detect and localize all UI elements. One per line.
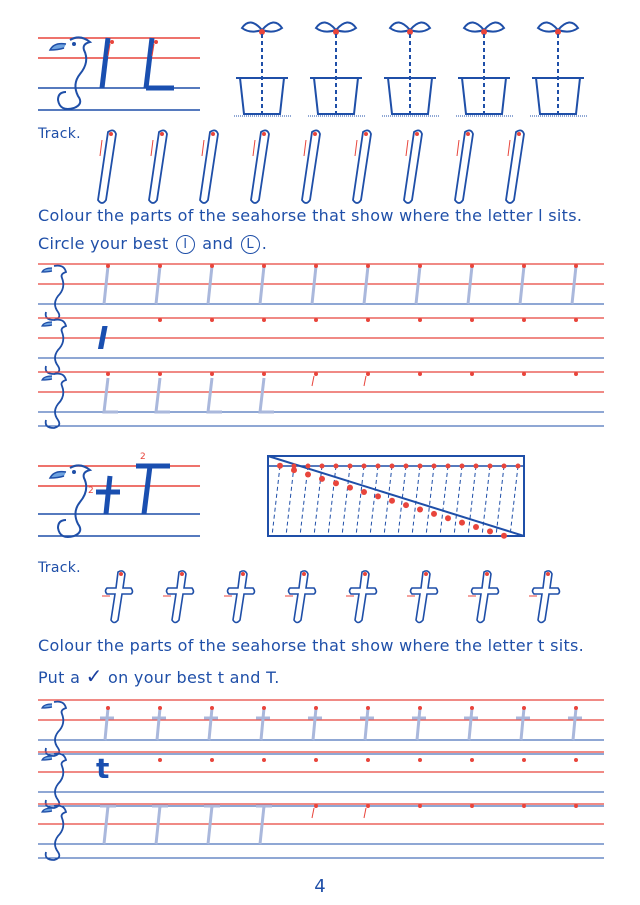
stroke-arrow <box>151 140 153 156</box>
fence-icon <box>268 456 524 539</box>
trace-t-outline <box>106 571 133 623</box>
trace-t-outline <box>228 571 255 623</box>
seahorse-icon <box>42 320 66 374</box>
stroke-arrow <box>457 140 459 156</box>
start-dot <box>262 132 266 136</box>
letter-t-guides <box>96 466 170 514</box>
trace-l-outline <box>149 130 167 203</box>
flower-pot-icon <box>456 22 514 116</box>
trace-l-outline <box>404 130 422 203</box>
trace-l-letters <box>98 130 524 203</box>
circled-lower-l: l <box>176 235 195 254</box>
seahorse-icon <box>42 754 66 808</box>
check-icon: ✓ <box>85 664 103 688</box>
seahorse-icon <box>42 702 66 756</box>
seahorse-icon <box>42 806 66 860</box>
instruction-colour-l: Colour the parts of the seahorse that show where the letter l sits. <box>38 206 583 225</box>
start-dot <box>546 572 550 576</box>
stroke-number: 2 <box>140 452 146 462</box>
circled-upper-l: L <box>241 235 260 254</box>
start-dot <box>241 572 245 576</box>
start-dot <box>109 132 113 136</box>
seahorse-icon <box>42 374 66 428</box>
flower-pot-icon <box>308 22 366 116</box>
instruction-prefix: Circle your best <box>38 234 169 253</box>
stroke-arrow <box>253 140 255 156</box>
stroke-arrow <box>508 140 510 156</box>
instruction-end: . <box>261 234 268 253</box>
trace-l-outline <box>455 130 473 203</box>
instruction-circle <box>38 234 267 254</box>
start-dot <box>485 572 489 576</box>
trace-l-outline <box>200 130 218 203</box>
stroke-number: 2 <box>88 486 94 496</box>
flower-pot-icon <box>382 22 440 116</box>
instruction-prefix: Put a <box>38 668 81 687</box>
trace-t-outline <box>472 571 499 623</box>
flower-pot-icon <box>234 22 292 116</box>
stroke-arrow <box>355 140 357 156</box>
trace-t-outline <box>411 571 438 623</box>
trace-l-outline <box>251 130 269 203</box>
stroke-arrow <box>202 140 204 156</box>
trace-t-outline <box>167 571 194 623</box>
trace-l-outline <box>98 130 116 203</box>
seahorse-icon <box>50 37 90 109</box>
instruction-check <box>38 664 280 688</box>
start-dot <box>364 132 368 136</box>
letter-upper-t: T <box>266 668 275 687</box>
seahorse-icon <box>50 465 90 537</box>
start-dot <box>466 132 470 136</box>
page-number: 4 <box>314 876 326 897</box>
start-dot <box>211 132 215 136</box>
trace-t-outline <box>289 571 316 623</box>
letter-lower-t: t <box>217 668 225 687</box>
start-dot <box>160 132 164 136</box>
track-label: Track. <box>38 560 81 576</box>
trace-t-outline <box>533 571 560 623</box>
trace-t-letters <box>102 571 560 623</box>
practice-lines-t <box>38 700 604 860</box>
start-dot <box>119 572 123 576</box>
instruction-and: and <box>202 234 234 253</box>
start-dot <box>302 572 306 576</box>
start-dot <box>415 132 419 136</box>
sample-letter-t: t <box>96 752 110 785</box>
letter-l-guides <box>102 38 174 88</box>
stroke-arrow <box>100 140 102 156</box>
practice-lines-l <box>38 264 604 428</box>
trace-l-outline <box>302 130 320 203</box>
stroke-arrow <box>304 140 306 156</box>
instruction-colour-t: Colour the parts of the seahorse that show where the letter t sits. <box>38 636 585 655</box>
start-dot <box>424 572 428 576</box>
trace-l-outline <box>353 130 371 203</box>
sample-letter-l: l <box>97 322 108 357</box>
start-dot <box>363 572 367 576</box>
instruction-mid: on your best <box>108 668 213 687</box>
instruction-and: and <box>229 668 261 687</box>
instruction-end: . <box>274 668 280 687</box>
track-label: Track. <box>38 126 81 142</box>
trace-l-outline <box>506 130 524 203</box>
stroke-arrow <box>406 140 408 156</box>
flower-pot-icon <box>530 22 588 116</box>
start-dot <box>180 572 184 576</box>
start-dot <box>313 132 317 136</box>
start-dot <box>517 132 521 136</box>
seahorse-icon <box>42 266 66 320</box>
flower-pots <box>234 22 588 116</box>
trace-t-outline <box>350 571 377 623</box>
